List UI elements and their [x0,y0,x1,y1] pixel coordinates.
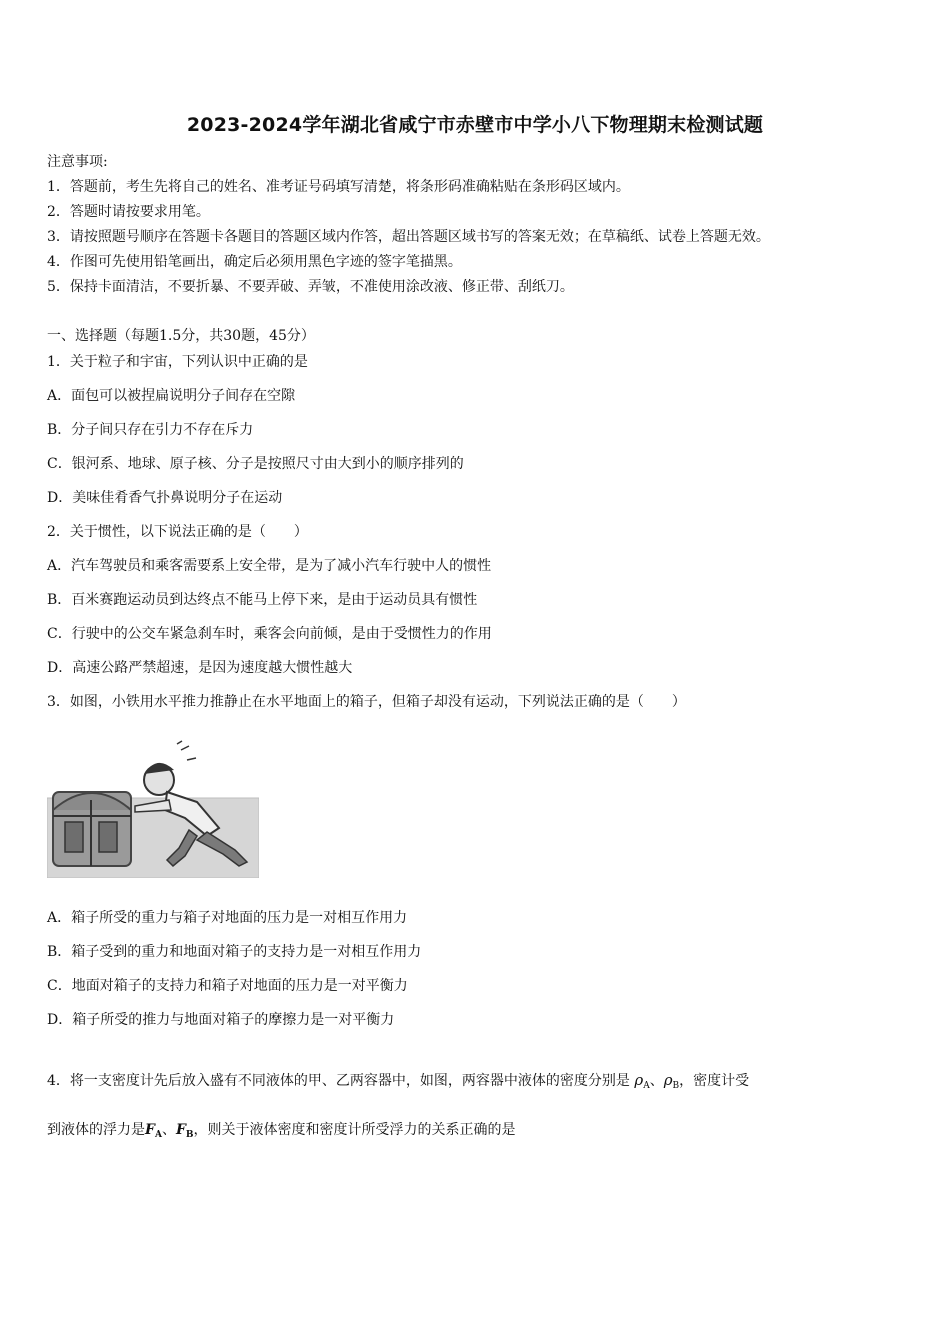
question-2-stem: 2．关于惯性，以下说法正确的是（ ） [47,524,308,540]
question-2-option-d: D．高速公路严禁超速，是因为速度越大惯性越大 [47,660,353,676]
question-4-stem-line-1 [47,1070,749,1096]
question-3-stem: 3．如图，小铁用水平推力推静止在水平地面上的箱子，但箱子却没有运动，下列说法正确的是（ ） [47,694,686,710]
question-1-option-a: A．面包可以被捏扁说明分子间存在空隙 [47,388,296,404]
rho-a-symbol: $\rho_A$ [634,1071,650,1091]
force-a-symbol: $F_A$ [145,1122,162,1140]
question-2-option-a: A．汽车驾驶员和乘客需要系上安全带，是为了减小汽车行驶中人的惯性 [47,558,492,574]
question-1-option-d: D．美味佳肴香气扑鼻说明分子在运动 [47,490,283,506]
question-1-option-b: B．分子间只存在引力不存在斥力 [47,422,254,438]
force-b-symbol: $F_B$ [175,1122,194,1140]
notice-item-5: 5．保持卡面清洁，不要折暴、不要弄破、弄皱，不准使用涂改液、修正带、刮纸刀。 [47,279,574,295]
page-title: 2023-2024学年湖北省咸宁市赤壁市中学小八下物理期末检测试题 [186,114,764,136]
separator: 、 [649,1073,664,1089]
section-heading: 一、选择题（每题1.5分，共30题，45分） [47,328,315,344]
pushing-box-drawing [47,740,259,878]
question-4-text-1: 4．将一支密度计先后放入盛有不同液体的甲、乙两容器中，如图，两容器中液体的密度分别是 [47,1073,630,1089]
question-4-text-3: 到液体的浮力是 [47,1122,145,1138]
notice-heading: 注意事项: [47,154,108,170]
question-2-option-b: B．百米赛跑运动员到达终点不能马上停下来，是由于运动员具有惯性 [47,592,478,608]
question-4-stem-line-2: 到液体的浮力是$F_A$、$F_B$，则关于液体密度和密度计所受浮力的关系正确的是 [47,1122,516,1140]
notice-item-1: 1．答题前，考生先将自己的姓名、准考证号码填写清楚，将条形码准确粘贴在条形码区域内。 [47,179,630,195]
rho-b-symbol: $\rho_B$ [663,1071,680,1091]
notice-item-3: 3．请按照题号顺序在答题卡各题目的答题区域内作答，超出答题区域书写的答案无效；在草稿纸、试卷上答题无效。 [47,229,770,245]
pushing-box-illustration [47,740,259,878]
notice-item-2: 2．答题时请按要求用笔。 [47,204,210,220]
question-3-option-d: D．箱子所受的推力与地面对箱子的摩擦力是一对平衡力 [47,1012,395,1028]
question-2-option-c: C．行驶中的公交车紧急刹车时，乘客会向前倾，是由于受惯性力的作用 [47,626,492,642]
question-1-stem: 1．关于粒子和宇宙，下列认识中正确的是 [47,354,308,370]
question-1-option-c: C．银河系、地球、原子核、分子是按照尺寸由大到小的顺序排列的 [47,456,464,472]
question-3-option-c: C．地面对箱子的支持力和箱子对地面的压力是一对平衡力 [47,978,408,994]
question-3-option-b: B．箱子受到的重力和地面对箱子的支持力是一对相互作用力 [47,944,422,960]
notice-item-4: 4．作图可先使用铅笔画出，确定后必须用黑色字迹的签字笔描黑。 [47,254,462,270]
question-4-text-4: ，则关于液体密度和密度计所受浮力的关系正确的是 [193,1122,516,1138]
question-4-text-2: ，密度计受 [679,1073,750,1089]
question-3-option-a: A．箱子所受的重力与箱子对地面的压力是一对相互作用力 [47,910,408,926]
